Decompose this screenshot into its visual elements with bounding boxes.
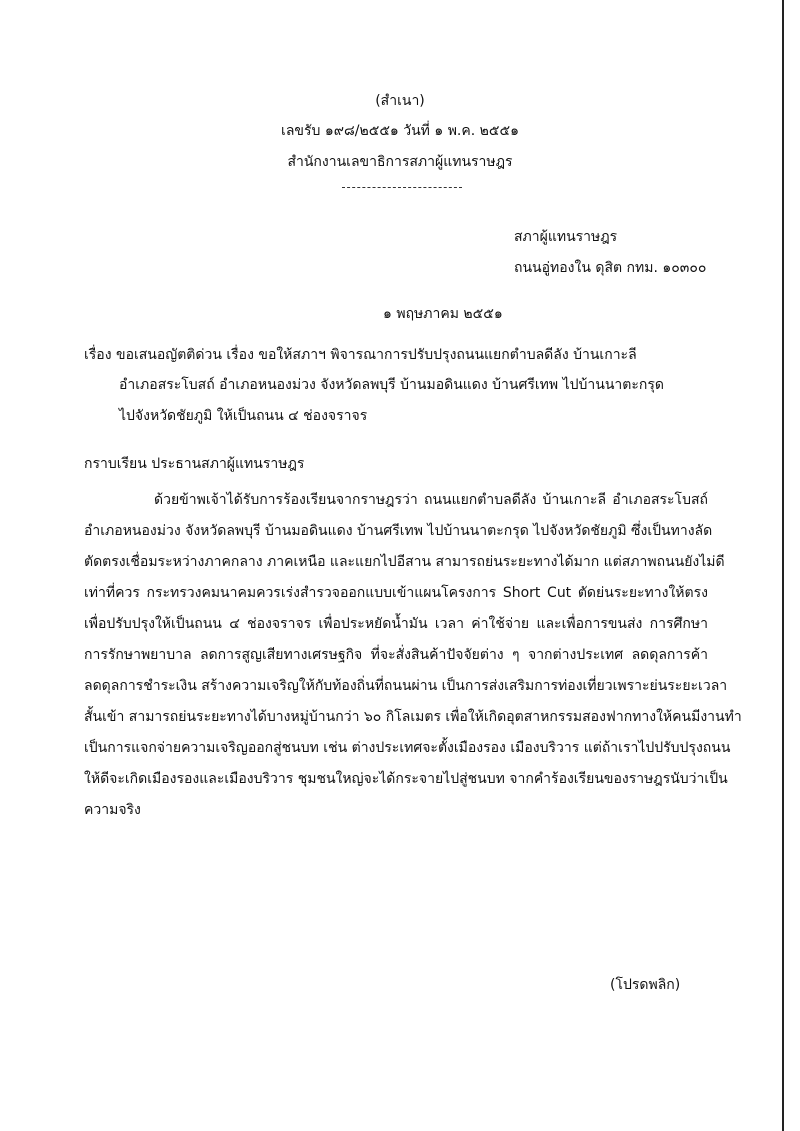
body-line-6: การรักษาพยาบาล ลดการสูญเสียทางเศรษฐกิจ ที่จะสั่งสินค้าปัจจัยต่าง ๆ จากต่างประเทศ ลดดุลการค้า bbox=[84, 647, 708, 663]
receipt-number: เลขรับ ๑๙๘/๒๕๕๑ วันที่ ๑ พ.ค. ๒๕๕๑ bbox=[281, 123, 519, 139]
body-line-1: ด้วยข้าพเจ้าได้รับการร้องเรียนจากราษฎรว่า ถนนแยกตำบลดีลัง บ้านเกาะลี อำเภอสระโบสถ์ bbox=[154, 492, 708, 508]
salutation: กราบเรียน ประธานสภาผู้แทนราษฎร bbox=[84, 456, 305, 472]
body-line-3: ตัดตรงเชื่อมระหว่างภาคกลาง ภาคเหนือ และแยกไปอีสาน สามารถย่นระยะทางได้มาก แต่สภาพถนนยังไม่ดี bbox=[84, 554, 725, 570]
address-line-2: ถนนอู่ทองใน ดุสิต กทม. ๑๐๓๐๐ bbox=[514, 260, 707, 276]
body-line-8: สั้นเข้า สามารถย่นระยะทางได้บางหมู่บ้านกว่า ๖๐ กิโลเมตร เพื่อให้เกิดอุตสาหกรรมสองฟากทางให้คนมีงานทำ bbox=[84, 709, 742, 725]
subject-line-2: อำเภอสระโบสถ์ อำเภอหนองม่วง จังหวัดลพบุรี บ้านมอดินแดง บ้านศรีเทพ ไปบ้านนาตะกรุด bbox=[119, 377, 664, 393]
body-line-7: ลดดุลการชำระเงิน สร้างความเจริญให้กับท้องถิ่นที่ถนนผ่าน เป็นการส่งเสริมการท่องเที่ยวเพราะย่นระยะเวลา bbox=[84, 678, 728, 694]
copy-label: (สำเนา) bbox=[375, 93, 425, 109]
subject-line-1: เรื่อง ขอเสนอญัตติด่วน เรื่อง ขอให้สภาฯ พิจารณาการปรับปรุงถนนแยกตำบลดีลัง บ้านเกาะลี bbox=[84, 347, 637, 363]
subject-line-3: ไปจังหวัดชัยภูมิ ให้เป็นถนน ๔ ช่องจราจร bbox=[119, 408, 368, 424]
body-line-4: เท่าที่ควร กระทรวงคมนาคมควรเร่งสำรวจออกแบบเข้าแผนโครงการ Short Cut ตัดย่นระยะทางให้ตรง bbox=[84, 585, 708, 601]
body-line-2: อำเภอหนองม่วง จังหวัดลพบุรี บ้านมอดินแดง บ้านศรีเทพ ไปบ้านนาตะกรุด ไปจังหวัดชัยภูมิ ซึ่งเป็นทางลัด bbox=[84, 523, 713, 539]
separator-dash bbox=[342, 187, 462, 188]
address-line-1: สภาผู้แทนราษฎร bbox=[514, 229, 618, 245]
body-line-5: เพื่อปรับปรุงให้เป็นถนน ๔ ช่องจราจร เพื่อประหยัดน้ำมัน เวลา ค่าใช้จ่าย และเพื่อการขนส่ง การศึกษา bbox=[84, 616, 708, 632]
document-date: ๑ พฤษภาคม ๒๕๕๑ bbox=[383, 306, 503, 322]
body-line-10: ให้ดีจะเกิดเมืองรองและเมืองบริวาร ชุมชนใหญ่จะได้กระจายไปสู่ชนบท จากคำร้องเรียนของราษฎรนับว่าเป็น bbox=[84, 771, 728, 787]
body-line-9: เป็นการแจกจ่ายความเจริญออกสู่ชนบท เช่น ต่างประเทศจะตั้งเมืองรอง เมืองบริวาร แต่ถ้าเราไปปรับปรุงถนน bbox=[84, 740, 731, 756]
body-line-11: ความจริง bbox=[84, 802, 141, 818]
turn-over-note: (โปรดพลิก) bbox=[610, 977, 681, 993]
office-name: สำนักงานเลขาธิการสภาผู้แทนราษฎร bbox=[287, 154, 513, 170]
